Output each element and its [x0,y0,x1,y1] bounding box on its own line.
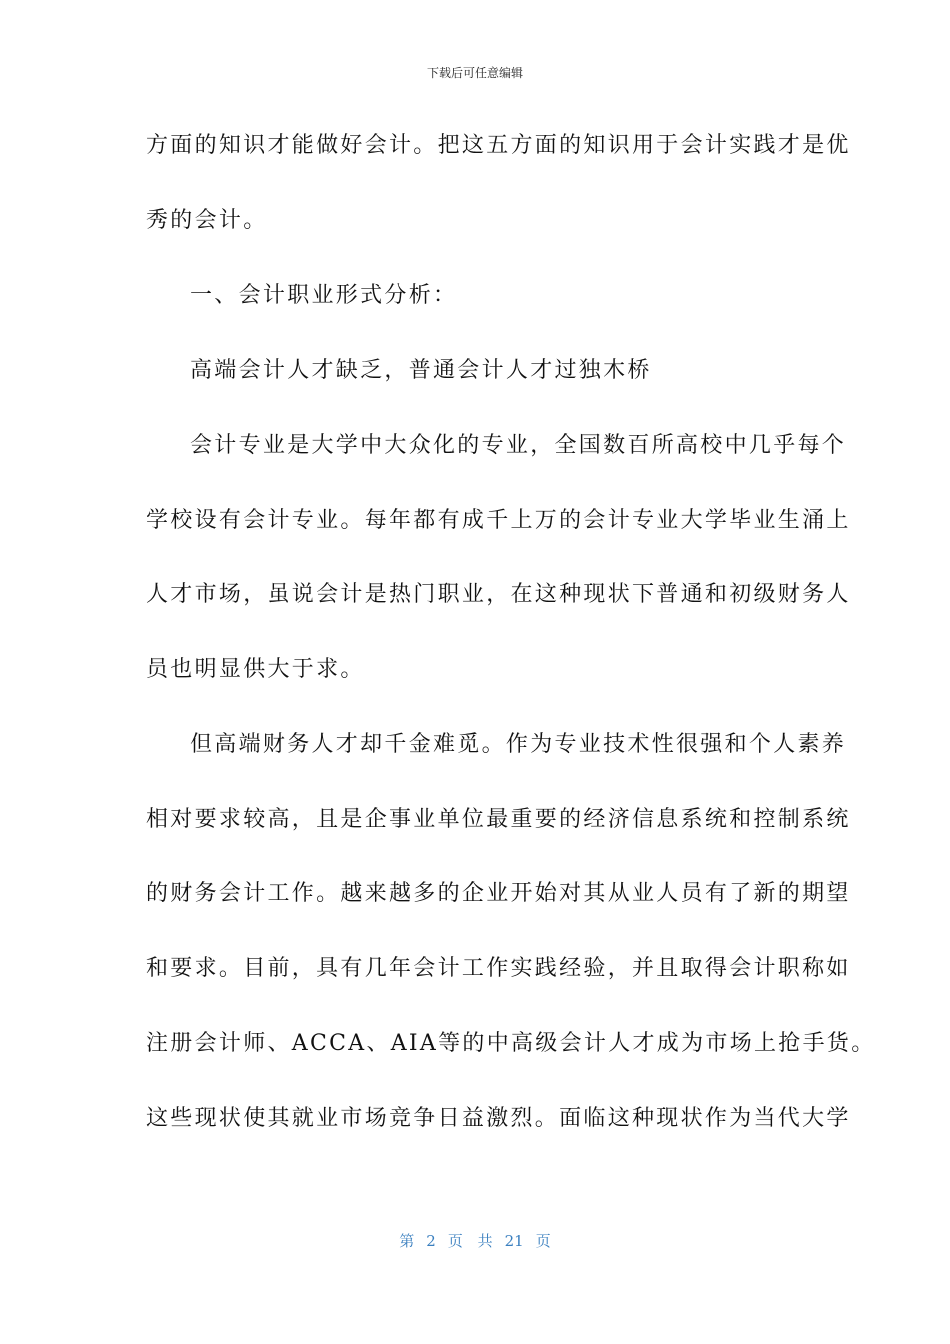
page-label-mid: 页 共 [447,1232,493,1250]
text-line: 学校设有会计专业。每年都有成千上万的会计专业大学毕业生涌上 [146,508,851,533]
subheading: 高端会计人才缺乏，普通会计人才过独木桥 [190,358,652,383]
text-line: 会计专业是大学中大众化的专业，全国数百所高校中几乎每个 [190,433,847,458]
text-line: 秀的会计。 [146,208,268,233]
total-pages: 21 [504,1232,524,1250]
text-line: 相对要求较高，且是企事业单位最重要的经济信息系统和控制系统 [146,807,851,832]
page-header: 下载后可任意编辑 [426,66,523,80]
text-line: 和要求。目前，具有几年会计工作实践经验，并且取得会计职称如 [146,956,851,981]
text-line: 这些现状使其就业市场竞争日益激烈。面临这种现状作为当代大学 [146,1106,851,1131]
section-heading: 一、会计职业形式分析： [190,283,458,308]
text-line: 注册会计师、ACCA、AIA等的中高级会计人才成为市场上抢手货。 [146,1031,876,1056]
page-number: 2 [426,1232,436,1250]
text-line: 员也明显供大于求。 [146,657,365,682]
text-line: 人才市场，虽说会计是热门职业，在这种现状下普通和初级财务人 [146,582,851,607]
page-label-suffix: 页 [535,1232,551,1250]
page-footer [0,1230,950,1251]
text-line: 的财务会计工作。越来越多的企业开始对其从业人员有了新的期望 [146,881,851,906]
text-line: 方面的知识才能做好会计。把这五方面的知识用于会计实践才是优 [146,133,851,158]
text-line: 但高端财务人才却千金难觅。作为专业技术性很强和个人素养 [190,732,847,757]
page-label-prefix: 第 [399,1232,415,1250]
